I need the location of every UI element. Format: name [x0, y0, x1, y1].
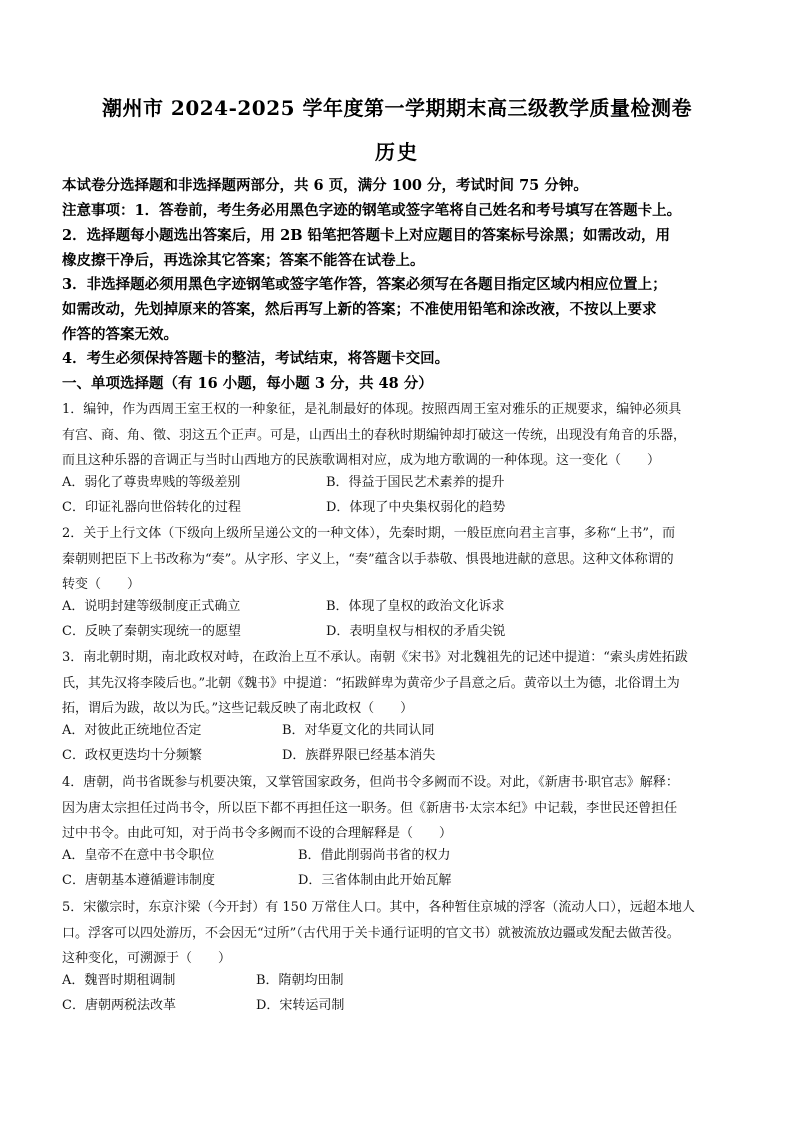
q4-option-b: B．借此削弱尚书省的权力 [298, 848, 451, 863]
question-stem-line: 因为唐太宗担任过尚书令，所以臣下都不再担任这一职务。但《新唐书·太宗本纪》中记载，李世民还曾担任 [62, 800, 678, 816]
q4-option-c: C．唐朝基本遵循避讳制度 [62, 873, 215, 888]
q3-option-a: A．对彼此正统地位否定 [62, 723, 202, 738]
note-3-line-3: 作答的答案无效。 [62, 326, 178, 343]
question-5 [62, 895, 738, 972]
question-stem-line: 这种变化，可溯源于（ ） [62, 951, 232, 966]
question-2 [62, 521, 738, 598]
question-stem-line: 5．宋徽宗时，东京汴梁（今开封）有 150 万常住人口。其中，各种暂住京城的浮客（流动人口），远超本地人 [62, 900, 695, 915]
question-stem-line: 3．南北朝时期，南北政权对峙，在政治上互不承认。南朝《宋书》对北魏祖先的记述中提道：“索头虏姓拓跋 [62, 650, 688, 665]
note-4: 4．考生必须保持答题卡的整洁，考试结束，将答题卡交回。 [62, 350, 450, 367]
q1-option-a: A．弱化了尊贵卑贱的等级差别 [62, 475, 241, 490]
q5-option-a: A．魏晋时期租调制 [62, 973, 176, 988]
q1-option-c: C．印证礼器向世俗转化的过程 [62, 500, 241, 515]
q4-option-d: D．三省体制由此开始瓦解 [298, 873, 452, 888]
note-3-line-1: 3．非选择题必须用黑色字迹钢笔或签字笔作答，答案必须写在各题目指定区域内相应位置上； [62, 276, 667, 293]
question-stem-line: 过中书令。由此可知，对于尚书令多阙而不设的合理解释是（ ） [62, 826, 453, 841]
exam-intro: 本试卷分选择题和非选择题两部分，共 6 页，满分 100 分，考试时间 75 分钟。 [62, 177, 588, 194]
question-stem-line: 4．唐朝，尚书省既参与机要决策，又掌管国家政务，但尚书令多阙而不设。对此，《新唐书·职官志》解释： [62, 775, 679, 790]
question-stem-line: 口。浮客可以四处游历，不会因无“过所”（古代用于关卡通行证明的官文书）就被流放边疆或发配去做苦役。 [62, 925, 680, 941]
exam-title: 潮州市 2024-2025 学年度第一学期期末高三级教学质量检测卷 [101, 96, 693, 120]
note-3-line-2: 如需改动，先划掉原来的答案，然后再写上新的答案；不准使用铅笔和涂改液，不按以上要求 [62, 301, 657, 318]
q4-option-a: A．皇帝不在意中书令职位 [62, 848, 215, 863]
q2-option-a: A．说明封建等级制度正式确立 [62, 599, 241, 614]
q1-option-d: D．体现了中央集权弱化的趋势 [326, 500, 506, 515]
q3-option-d: D．族群界限已经基本消失 [282, 748, 436, 763]
question-3 [62, 645, 738, 722]
question-stem-line: 而且这种乐器的音调正与当时山西地方的民族歌调相对应，成为地方歌调的一种体现。这一变化（ ） [62, 453, 661, 468]
q1-option-b: B．得益于国民艺术素养的提升 [326, 475, 505, 490]
q5-option-d: D．宋转运司制 [256, 998, 345, 1013]
section-heading: 一、单项选择题（有 16 小题，每小题 3 分，共 48 分） [62, 375, 433, 392]
q3-option-c: C．政权更迭均十分频繁 [62, 748, 202, 763]
note-2-line-1: 2．选择题每小题选出答案后，用 2B 铅笔把答题卡上对应题目的答案标号涂黑；如需改动，用 [62, 227, 671, 244]
question-stem-line: 拓，谓后为跋，故以为氏。”这些记载反映了南北政权（ ） [62, 701, 414, 716]
question-stem-line: 1．编钟，作为西周王室王权的一种象征，是礼制最好的体现。按照西周王室对雅乐的正规要求，编钟必须具 [62, 402, 682, 417]
question-stem-line: 氏，其先汉将李陵后也。”北朝《魏书》中提道：“拓跋鲜卑为黄帝少子昌意之后。黄帝以土为德，北俗谓土为 [62, 675, 680, 691]
question-1 [62, 397, 738, 474]
question-4 [62, 770, 738, 847]
q5-option-b: B．隋朝均田制 [256, 973, 344, 988]
q2-option-b: B．体现了皇权的政治文化诉求 [326, 599, 505, 614]
note-1: 注意事项：1．答卷前，考生务必用黑色字迹的钢笔或签字笔将自己姓名和考号填写在答题卡上。 [62, 202, 682, 219]
q5-option-c: C．唐朝两税法改革 [62, 998, 176, 1013]
q2-option-c: C．反映了秦朝实现统一的愿望 [62, 624, 241, 639]
question-stem-line: 有宫、商、角、徵、羽这五个正声。可是，山西出土的春秋时期编钟却打破这一传统，出现没有角音的乐器， [62, 427, 687, 443]
question-stem-line: 秦朝则把臣下上书改称为“奏”。从字形、字义上，“奏”蕴含以手恭敬、惧畏地进献的意思。这种文体称谓的 [62, 551, 674, 567]
question-stem-line: 转变（ ） [62, 577, 141, 592]
q2-option-d: D．表明皇权与相权的矛盾尖锐 [326, 624, 506, 639]
question-stem-line: 2．关于上行文体（下级向上级所呈递公文的一种文体），先秦时期，一般臣庶向君主言事，多称“上书”，而 [62, 526, 676, 541]
note-2-line-2: 橡皮擦干净后，再选涂其它答案；答案不能答在试卷上。 [62, 252, 425, 269]
q3-option-b: B．对华夏文化的共同认同 [282, 723, 435, 738]
subject-title: 历史 [375, 140, 419, 164]
